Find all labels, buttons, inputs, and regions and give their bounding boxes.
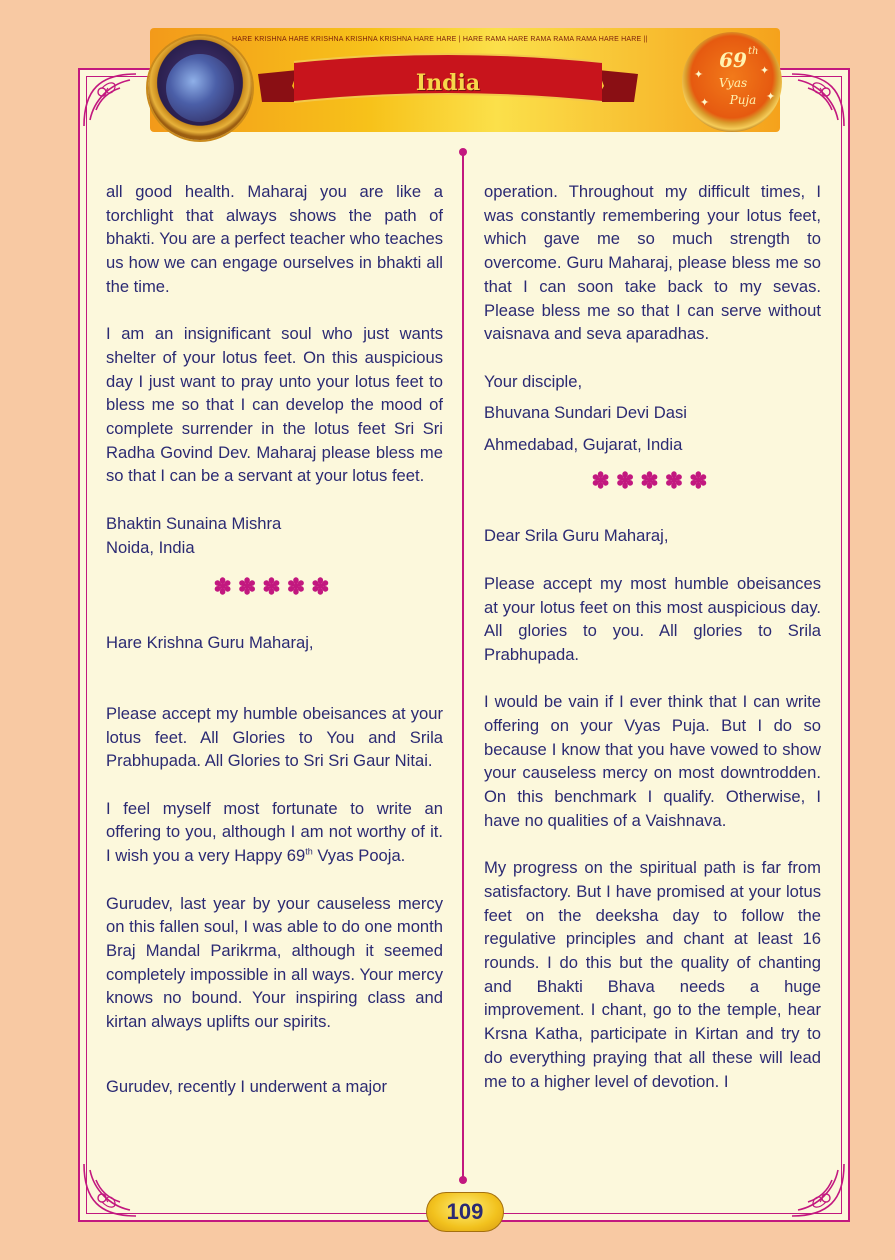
corner-ornament-bottom-left — [80, 1160, 140, 1220]
superscript: th — [305, 846, 313, 857]
divider-dot-bottom — [459, 1176, 467, 1184]
sparkle-icon: ✦ — [694, 69, 704, 81]
right-column — [484, 180, 821, 1093]
section-title: India — [415, 70, 481, 96]
sparkle-icon: ✦ — [700, 97, 710, 109]
greeting: Hare Krishna Guru Maharaj, — [106, 632, 314, 652]
mantra-line: HARE KRISHNA HARE KRISHNA KRISHNA KRISHNA HARE HARE | HARE RAMA HARE RAMA RAMA RAMA HARE HARE || — [232, 36, 648, 43]
paragraph: My progress on the spiritual path is far from satisfactory. But I have promised at your lotus feet on the deeksha day to follow the regulative principles and chant at least 16 rounds. I do this but the quality of chanting and Bhakti Bhava needs a huge improvement. I chant, go to the temple, hear Krsna Katha, participate in Kirtan and try to do everything praying that all these will lead me to a higher level of devotion. I — [484, 858, 821, 1091]
sparkle-icon: ✦ — [760, 65, 770, 77]
badge-word-vyas: Vyas — [718, 76, 748, 90]
badge-number: 69 — [719, 48, 747, 72]
greeting: Dear Srila Guru Maharaj, — [484, 526, 669, 546]
badge-word-puja: Puja — [729, 93, 757, 107]
left-column — [106, 180, 443, 1099]
corner-ornament-bottom-right — [788, 1160, 848, 1220]
paragraph-text: I feel myself most fortunate to write an offering to you, although I am not worthy of it. I wish you a very Happy 69 — [106, 798, 443, 866]
paragraph: operation. Throughout my difficult times, I was constantly remembering your lotus feet, which gave me so much strength to overcome. Guru Maharaj, please bless me so that I can soon take back to my sevas. Please bless me so that I can serve without vaisnava and seva aparadhas. — [484, 182, 821, 344]
paragraph-text: Vyas Pooja. — [312, 846, 406, 866]
signature-name: Bhuvana Sundari Devi Dasi — [484, 403, 687, 423]
badge-suffix: th — [748, 46, 759, 57]
corner-ornament-top-left — [80, 70, 140, 130]
column-divider — [462, 152, 464, 1182]
separator-stars: ✽✽✽✽✽ — [213, 574, 336, 600]
deity-image-medallion — [148, 36, 252, 140]
signature-name: Bhaktin Sunaina Mishra — [106, 513, 282, 533]
divider-dot-top — [459, 148, 467, 156]
paragraph: Please accept my humble obeisances at your lotus feet. All Glories to You and Srila Prabhupada. All Glories to Sri Sri Gaur Nitai. — [106, 703, 443, 771]
paragraph: all good health. Maharaj you are like a torchlight that always shows the path of bhakti. You are a perfect teacher who teaches us how we can engage ourselves in bhakti all the time. — [106, 182, 443, 296]
signature-place: Noida, India — [106, 537, 195, 557]
paragraph: Please accept my most humble obeisances at your lotus feet on this most auspicious day. All glories to you. All glories to Srila Prabhupada. — [484, 573, 821, 664]
separator-stars: ✽✽✽✽✽ — [591, 467, 714, 493]
paragraph: I would be vain if I ever think that I can write offering on your Vyas Puja. But I do so because I know that you have vowed to show your causeless mercy on most downtrodden. On this benchmark I qualify. Otherwise, I have no qualities of a Vaishnava. — [484, 692, 821, 830]
paragraph — [106, 797, 443, 868]
paragraph: Gurudev, recently I underwent a major — [106, 1077, 387, 1097]
signature-place: Ahmedabad, Gujarat, India — [484, 435, 683, 455]
paragraph: I am an insignificant soul who just wants shelter of your lotus feet. On this auspicious day I just want to pray unto your lotus feet to bless me so that I can develop the mood of complete surrender in the lotus feet Sri Sri Radha Govind Dev. Maharaj please bless me so that I can be a servant at your lotus feet. — [106, 324, 443, 486]
closing: Your disciple, — [484, 371, 583, 391]
corner-ornament-top-right — [788, 70, 848, 130]
paragraph: Gurudev, last year by your causeless mercy on this fallen soul, I was able to do one month Braj Mandal Parikrma, although it seemed completely impossible in all ways. Your mercy knows no bound. Your inspiring class and kirtan always uplifts our spirits. — [106, 893, 443, 1032]
sparkle-icon: ✦ — [766, 91, 776, 103]
page-number: 109 — [426, 1192, 504, 1232]
deity-image — [166, 54, 234, 122]
